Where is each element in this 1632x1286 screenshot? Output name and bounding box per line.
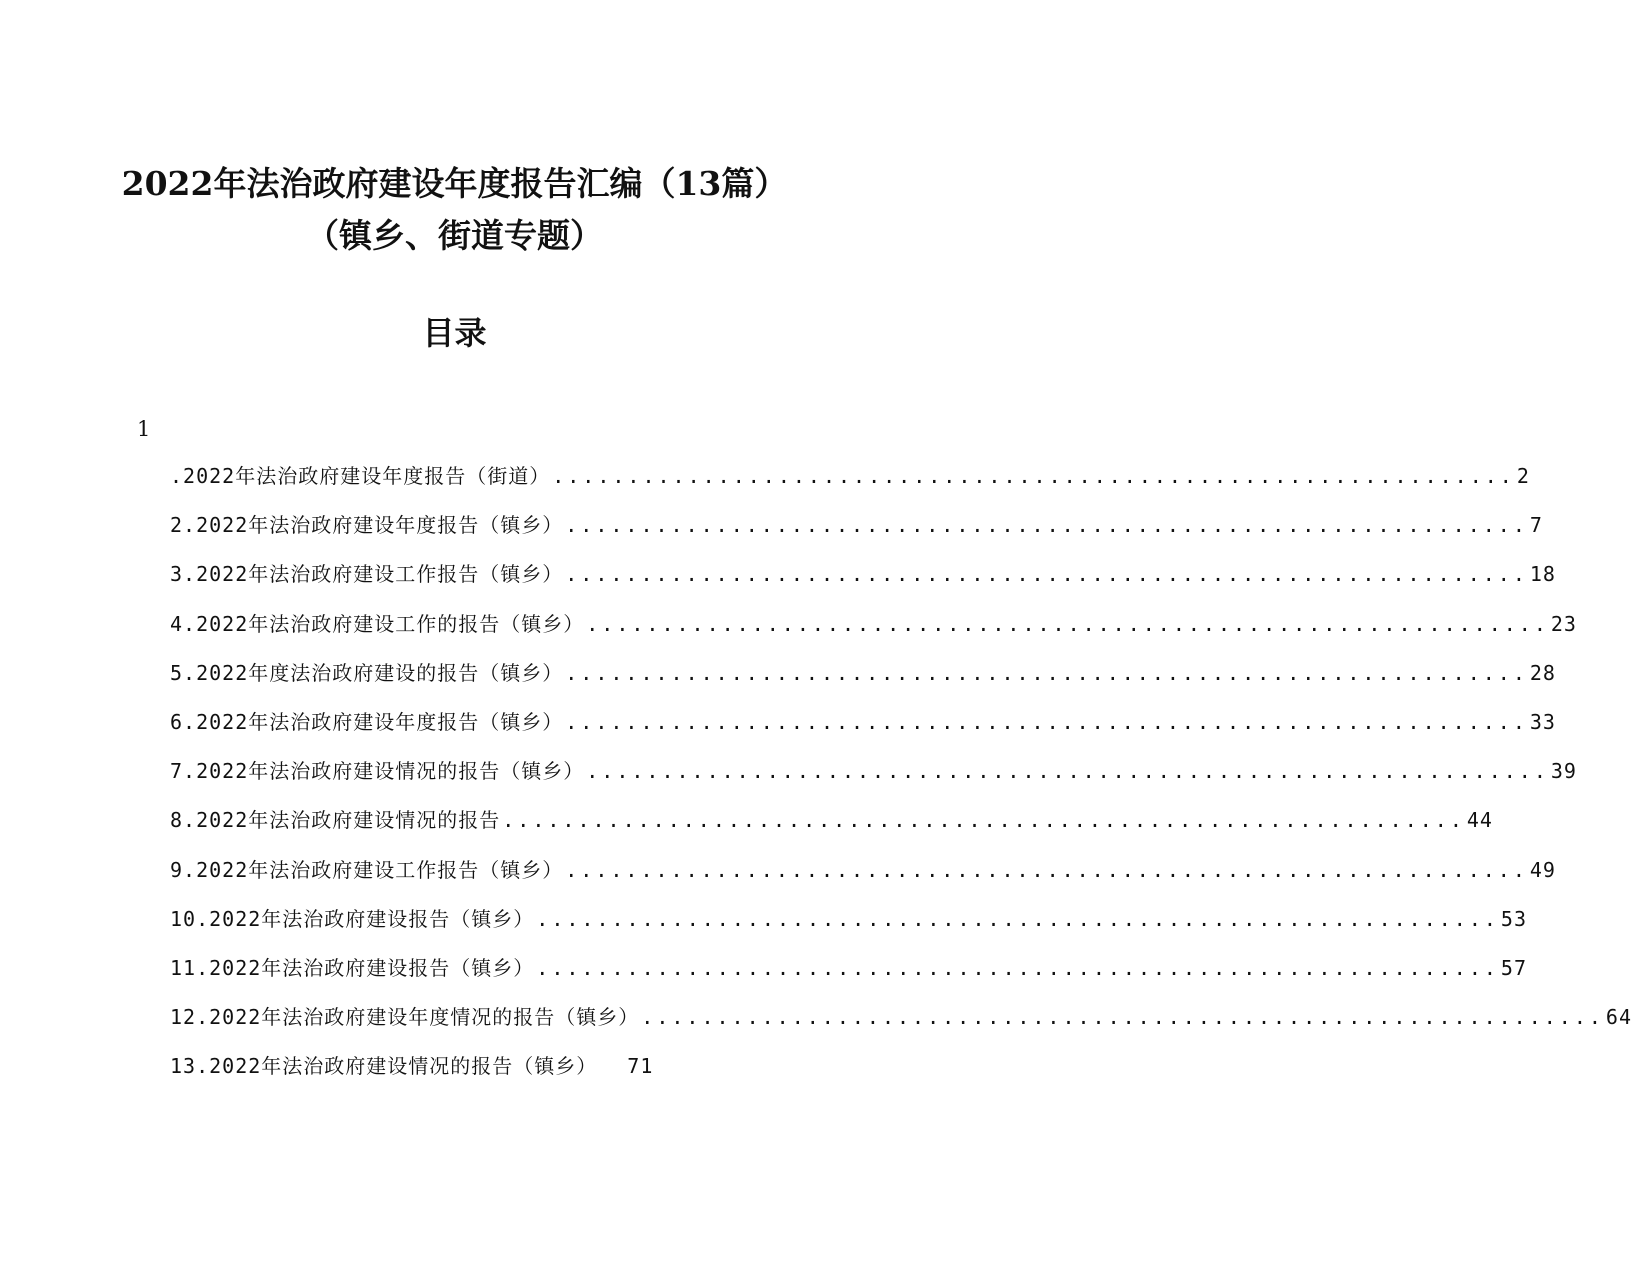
toc-dot-leader: ................................................................ xyxy=(586,759,1549,784)
toc-entry-page: 39 xyxy=(1550,759,1577,784)
toc-entry-title: 5.2022年度法治政府建设的报告（镇乡） xyxy=(170,660,564,685)
toc-entry-page: 33 xyxy=(1529,709,1556,734)
toc-entry-title: 10.2022年法治政府建设报告（镇乡） xyxy=(170,906,535,931)
toc-dot-leader: ................................................................ xyxy=(536,955,1499,980)
toc-dot-leader: ................................................................ xyxy=(536,906,1499,931)
page-marker: 1 xyxy=(137,417,151,441)
toc-entry-12[interactable] xyxy=(170,1001,1632,1050)
toc-entry-6[interactable] xyxy=(170,706,1556,755)
toc-entry-page: 71 xyxy=(627,1054,654,1079)
toc-heading: 目录 xyxy=(422,314,487,352)
toc-dot-leader: ................................................................ xyxy=(565,857,1528,882)
toc-entry-title: 6.2022年法治政府建设年度报告（镇乡） xyxy=(170,709,564,734)
toc-entry-page: 44 xyxy=(1466,808,1493,833)
document-subtitle: （镇乡、街道专题） xyxy=(306,216,603,255)
toc-dot-leader: ................................................................ xyxy=(565,513,1528,538)
toc-entry-title: 11.2022年法治政府建设报告（镇乡） xyxy=(170,955,535,980)
toc-dot-leader: ................................................................ xyxy=(565,709,1528,734)
toc-entry-title: 4.2022年法治政府建设工作的报告（镇乡） xyxy=(170,611,585,636)
toc-entry-page: 49 xyxy=(1529,857,1556,882)
toc-entry-5[interactable] xyxy=(170,657,1556,706)
toc-entry-title: 9.2022年法治政府建设工作报告（镇乡） xyxy=(170,857,564,882)
toc-dot-leader: ................................................................ xyxy=(586,611,1549,636)
toc-entry-page: 28 xyxy=(1529,660,1556,685)
toc-entry-11[interactable] xyxy=(170,952,1528,1001)
toc-entry-page: 23 xyxy=(1550,611,1577,636)
toc-entry-page: 57 xyxy=(1500,955,1528,980)
toc-entry-page: 7 xyxy=(1529,513,1543,538)
toc-entry-13[interactable] xyxy=(170,1050,756,1099)
toc-entry-9[interactable] xyxy=(170,854,1556,903)
toc-entry-title: 13.2022年法治政府建设情况的报告（镇乡） xyxy=(170,1054,598,1079)
toc-entry-title: 8.2022年法治政府建设情况的报告 xyxy=(170,808,501,833)
toc-dot-leader: ................................................................ xyxy=(565,562,1528,587)
toc-entry-title: .2022年法治政府建设年度报告（街道） xyxy=(170,464,551,488)
toc-entry-2[interactable] xyxy=(170,509,1543,558)
toc-entry-title: 2.2022年法治政府建设年度报告（镇乡） xyxy=(170,513,564,538)
toc-entry-page: 53 xyxy=(1500,906,1528,931)
toc-entry-title: 3.2022年法治政府建设工作报告（镇乡） xyxy=(170,562,564,587)
toc-entry-4[interactable] xyxy=(170,608,1577,657)
toc-entry-page: 18 xyxy=(1529,562,1556,587)
toc-entry-1[interactable] xyxy=(170,460,1530,509)
toc-dot-leader: ................................................................ xyxy=(552,464,1515,488)
document-title: 2022年法治政府建设年度报告汇编（13篇） xyxy=(121,164,788,203)
toc-entry-page: 64 xyxy=(1605,1005,1632,1030)
table-of-contents xyxy=(170,460,1632,1099)
toc-entry-title: 7.2022年法治政府建设情况的报告（镇乡） xyxy=(170,759,585,784)
toc-entry-page: 2 xyxy=(1516,464,1530,488)
toc-entry-8[interactable] xyxy=(170,804,1493,853)
toc-entry-10[interactable] xyxy=(170,903,1528,952)
toc-dot-leader: ................................................................ xyxy=(502,808,1465,833)
toc-entry-3[interactable] xyxy=(170,558,1556,607)
toc-dot-leader: ................................................................ xyxy=(641,1005,1604,1030)
toc-entry-title: 12.2022年法治政府建设年度情况的报告（镇乡） xyxy=(170,1005,640,1030)
toc-entry-7[interactable] xyxy=(170,755,1577,804)
toc-dot-leader: ................................................................ xyxy=(565,660,1528,685)
